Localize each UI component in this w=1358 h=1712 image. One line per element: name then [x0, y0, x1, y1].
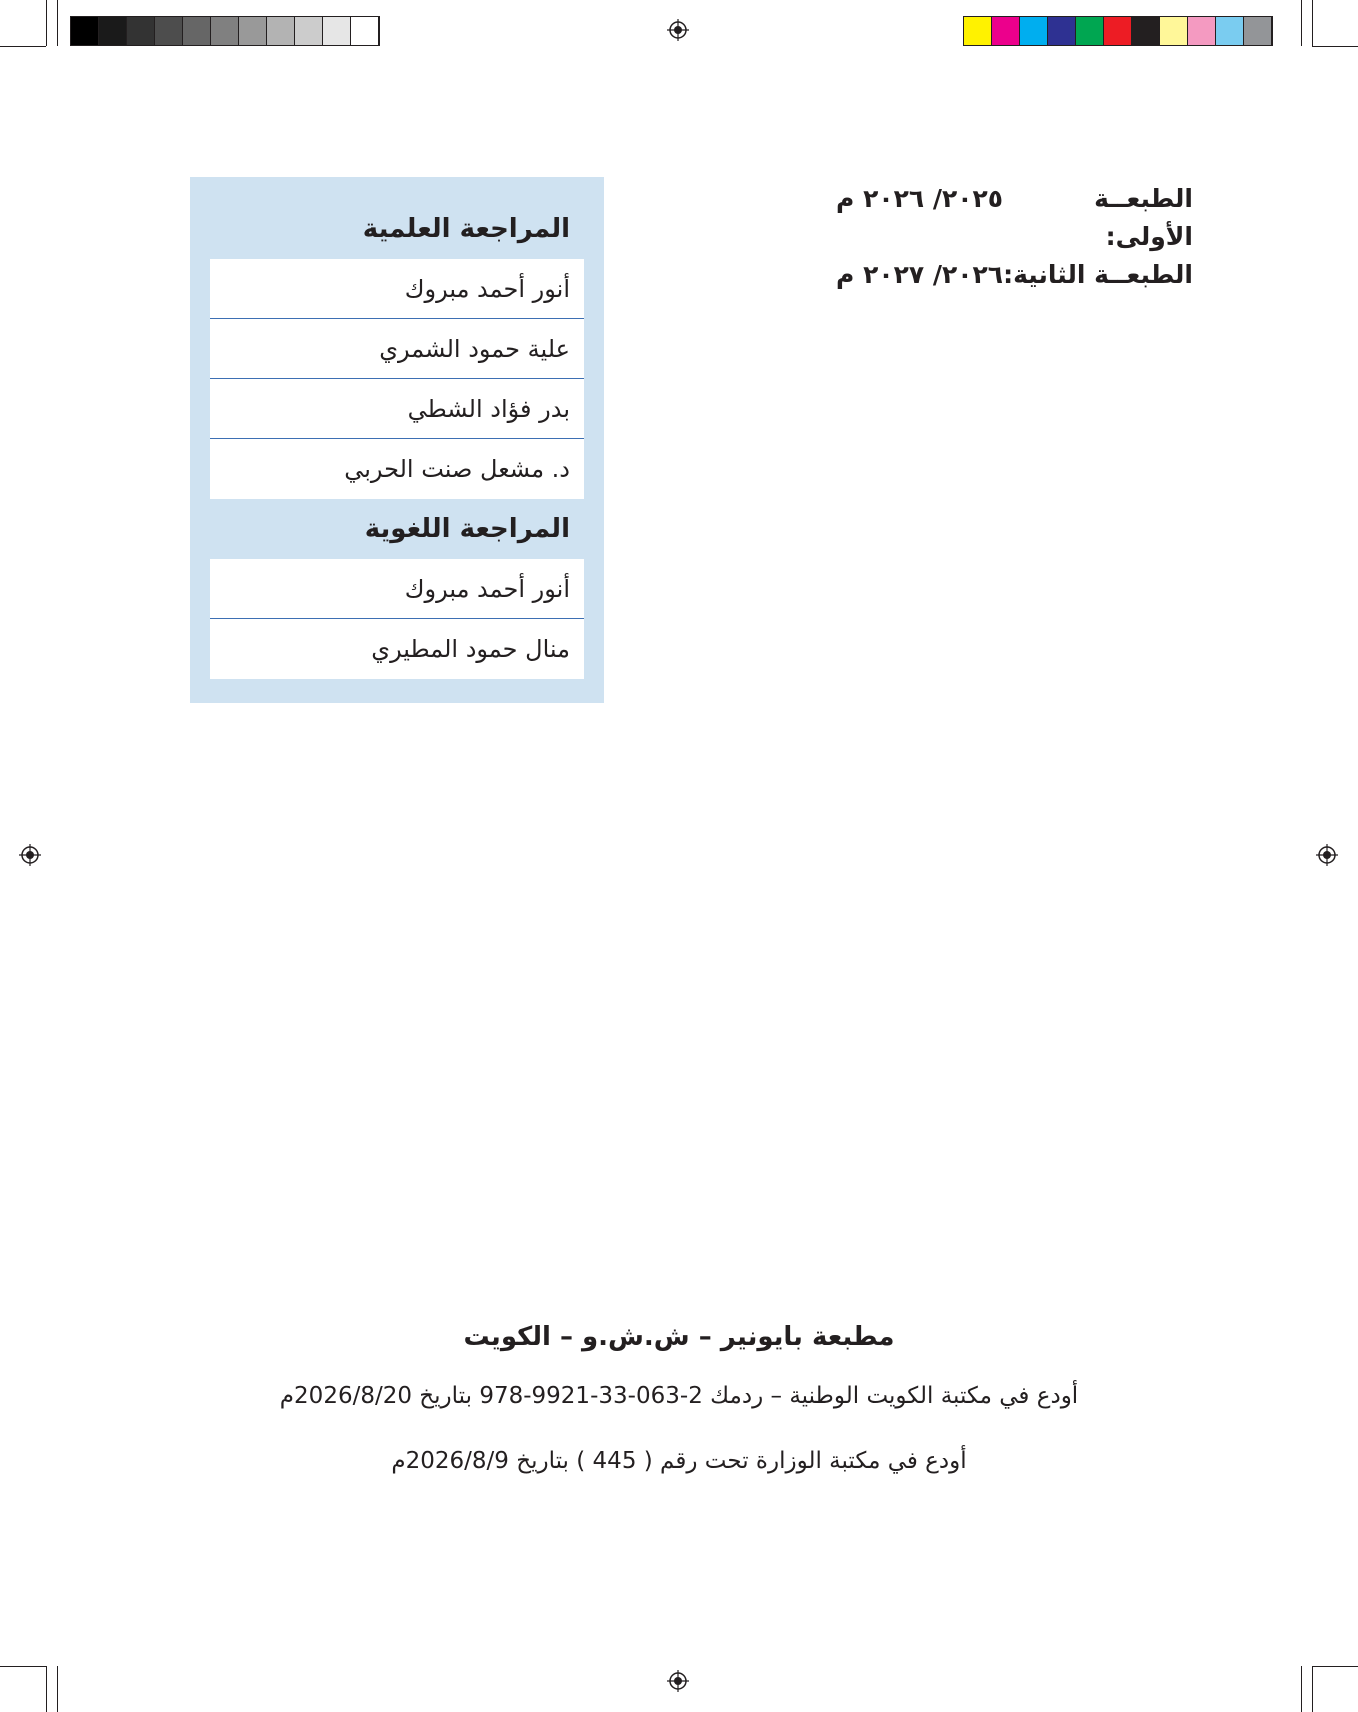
crop-mark: [1312, 1666, 1358, 1667]
grayscale-swatch: [183, 17, 211, 45]
grayscale-swatch: [323, 17, 351, 45]
color-swatch: [1132, 17, 1160, 45]
crop-mark: [1312, 46, 1358, 47]
grayscale-swatch: [267, 17, 295, 45]
registration-mark-icon: [1316, 844, 1338, 866]
color-swatch: [964, 17, 992, 45]
review-table: [210, 199, 584, 679]
edition-label: الطبعــة الثانية:: [1003, 260, 1193, 289]
grayscale-swatch: [99, 17, 127, 45]
crop-mark: [1312, 0, 1313, 46]
reviewer-name: بدر فؤاد الشطي: [210, 379, 584, 439]
edition-first: [836, 180, 1193, 256]
crop-mark: [46, 1666, 47, 1712]
color-swatch: [1020, 17, 1048, 45]
grayscale-swatch: [239, 17, 267, 45]
reviewer-name: أنور أحمد مبروك: [210, 259, 584, 319]
crop-mark: [1301, 0, 1302, 46]
color-swatch: [1076, 17, 1104, 45]
deposit-library-line: أودع في مكتبة الكويت الوطنية – ردمك 2-063-33-9921-978 بتاريخ 2026/8/20م: [279, 1383, 1079, 1409]
crop-mark: [1312, 1666, 1313, 1712]
registration-mark-icon: [19, 844, 41, 866]
color-swatch: [1160, 17, 1188, 45]
grayscale-bar: [70, 16, 380, 46]
grayscale-swatch: [71, 17, 99, 45]
color-swatch: [1048, 17, 1076, 45]
color-swatch: [1188, 17, 1216, 45]
edition-value: ٢٠٢٦/ ٢٠٢٧ م: [836, 260, 1003, 289]
color-swatch: [1244, 17, 1272, 45]
deposit-ministry-line: أودع في مكتبة الوزارة تحت رقم ( 445 ) بتاريخ 2026/8/9م: [391, 1448, 967, 1474]
edition-second: [836, 256, 1193, 294]
registration-mark-icon: [667, 19, 689, 41]
grayscale-swatch: [155, 17, 183, 45]
color-bar: [963, 16, 1273, 46]
edition-value: ٢٠٢٥/ ٢٠٢٦ م: [836, 184, 1003, 213]
linguistic-review-heading: المراجعة اللغوية: [210, 499, 584, 559]
grayscale-swatch: [351, 17, 379, 45]
crop-mark: [1301, 1666, 1302, 1712]
printer-line: مطبعة بايونير – ش.ش.و – الكويت: [463, 1322, 895, 1352]
review-panel: [190, 177, 604, 703]
color-swatch: [992, 17, 1020, 45]
reviewer-name: منال حمود المطيري: [210, 619, 584, 679]
grayscale-swatch: [211, 17, 239, 45]
crop-mark: [57, 1666, 58, 1712]
registration-mark-icon: [667, 1670, 689, 1692]
reviewer-name: علية حمود الشمري: [210, 319, 584, 379]
reviewer-name: أنور أحمد مبروك: [210, 559, 584, 619]
scientific-review-heading: المراجعة العلمية: [210, 199, 584, 259]
crop-mark: [46, 0, 47, 46]
grayscale-swatch: [127, 17, 155, 45]
crop-mark: [57, 0, 58, 46]
reviewer-name: د. مشعل صنت الحربي: [210, 439, 584, 499]
color-swatch: [1104, 17, 1132, 45]
editions-block: [836, 180, 1193, 294]
grayscale-swatch: [295, 17, 323, 45]
crop-mark: [0, 46, 46, 47]
color-swatch: [1216, 17, 1244, 45]
crop-mark: [0, 1666, 46, 1667]
edition-label: الطبعــة الأولى:: [1094, 184, 1193, 251]
